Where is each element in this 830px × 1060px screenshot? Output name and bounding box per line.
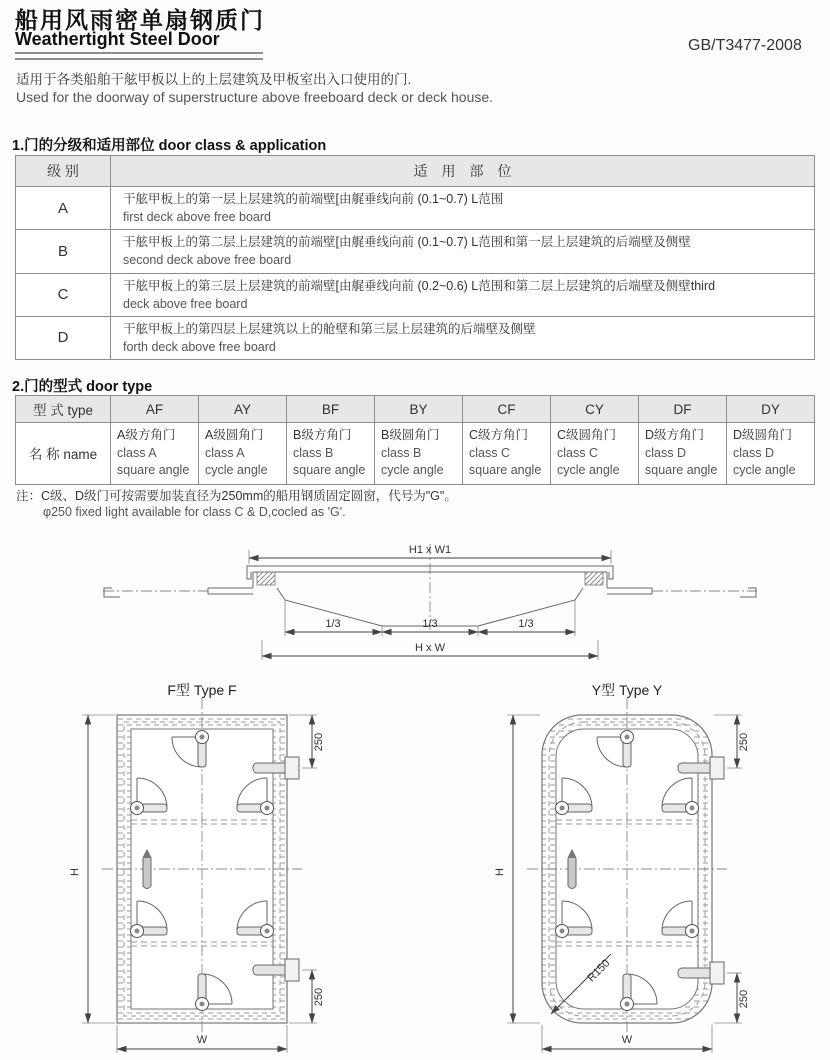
door-f-drawing (69, 682, 325, 1053)
table-row (16, 187, 815, 230)
type-name-zh: D级圆角门 (733, 428, 793, 442)
page-title-en: Weathertight Steel Door (15, 29, 220, 49)
type-code: CF (463, 396, 551, 423)
table-row (16, 230, 815, 273)
class-cell: A (16, 187, 111, 230)
type-name-en1: class B (293, 445, 334, 460)
type-name-en1: class A (117, 445, 157, 460)
type-name-cell (727, 423, 815, 485)
door-type-table (15, 395, 815, 485)
section-dim-h1w1: H1 x W1 (408, 544, 452, 556)
class-cell: D (16, 316, 111, 359)
type-name-cell (639, 423, 727, 485)
door-y-radius-label: R150 (585, 957, 613, 985)
section-dim-third-2: 1/3 (422, 618, 438, 630)
type-name-cell (287, 423, 375, 485)
section-dim-third-1: 1/3 (325, 618, 341, 630)
type-name-cell (375, 423, 463, 485)
application-en: deck above free board (123, 296, 248, 311)
application-zh: 干舷甲板上的第四层上层建筑以上的舱壁和第三层上层建筑的后端壁及侧壁 (123, 321, 536, 336)
type-name-zh: B级圆角门 (381, 428, 440, 442)
type-name-en2: cycle angle (205, 463, 268, 477)
type-code: DY (727, 396, 815, 423)
table-row (16, 273, 815, 316)
type-code: AY (199, 396, 287, 423)
note-line-en: φ250 fixed light available for class C & D,cocled as 'G'. (43, 505, 346, 519)
type-name-en2: cycle angle (557, 463, 620, 477)
type-code: BY (375, 396, 463, 423)
type-code: AF (111, 396, 199, 423)
application-zh: 干舷甲板上的第一层上层建筑的前端壁[由艉垂线向前 (0.1~0.7) L范围 (123, 192, 504, 206)
type-name-en2: cycle angle (733, 463, 796, 477)
door-f-dim-w: W (196, 1034, 208, 1046)
class-cell: B (16, 230, 111, 273)
type-name-cell (551, 423, 639, 485)
section-dim-third-3: 1/3 (518, 618, 534, 630)
door-y-dim-250-top: 250 (738, 732, 750, 752)
type-name-en2: square angle (645, 463, 718, 477)
type-name-en1: class D (645, 445, 686, 460)
type-name-cell (199, 423, 287, 485)
door-y-label: Y型 Type Y (591, 682, 663, 698)
application-column-header: 适 用 部 位 (111, 156, 815, 187)
door-f-dim-250-top: 250 (313, 732, 325, 752)
table-row (16, 316, 815, 359)
type-code: CY (551, 396, 639, 423)
type-name-en1: class D (733, 445, 774, 460)
intro-text-zh: 适用于各类船舶干舷甲板以上的上层建筑及甲板室出入口使用的门. (16, 72, 412, 87)
type-name-en1: class C (469, 445, 510, 460)
table-header-row (16, 156, 815, 187)
type-name-cell (463, 423, 551, 485)
application-cell (111, 230, 815, 273)
type-name-row (16, 423, 815, 485)
type-name-zh: C级方角门 (469, 428, 529, 442)
type-name-en1: class C (557, 445, 598, 460)
application-en: first deck above free board (123, 210, 271, 225)
door-y-dim-w: W (621, 1034, 633, 1046)
type-code-row (16, 396, 815, 423)
section1-heading: 1.门的分级和适用部位 door class & application (12, 138, 327, 154)
door-y-dim-h: H (494, 868, 506, 876)
type-row-header: 型 式 type (16, 396, 111, 423)
page-title-zh: 船用风雨密单扇钢质门 (15, 7, 265, 33)
class-cell: C (16, 273, 111, 316)
application-cell (111, 187, 815, 230)
application-en: second deck above free board (123, 253, 292, 268)
door-f-label: F型 Type F (167, 682, 237, 698)
application-en: forth deck above free board (123, 339, 276, 354)
handle-lever (568, 850, 576, 889)
application-cell (111, 273, 815, 316)
type-name-en2: square angle (117, 463, 190, 477)
type-name-en1: class B (381, 445, 422, 460)
section-dim-hw: H x W (415, 642, 445, 654)
type-code: DF (639, 396, 727, 423)
name-row-header: 名 称 name (16, 423, 111, 485)
type-name-zh: B级方角门 (293, 428, 352, 442)
note-line-zh: 注：C级、D级门可按需要加装直径为250mm的船用钢质固定圆窗，代号为"G"。 (16, 489, 457, 503)
door-y-drawing (494, 682, 750, 1053)
type-name-zh: D级方角门 (645, 428, 705, 442)
handle-lever (143, 850, 151, 889)
type-name-zh: A级方角门 (117, 428, 176, 442)
application-zh: 干舷甲板上的第三层上层建筑的前端壁[由艉垂线向前 (0.2~0.6) L范围和第二层上层建筑的后端壁及侧壁third (123, 278, 716, 293)
door-y-dim-250-bottom: 250 (738, 989, 750, 1009)
door-f-dim-h: H (69, 868, 81, 876)
type-name-en2: cycle angle (381, 463, 444, 477)
type-name-cell (111, 423, 199, 485)
type-code: BF (287, 396, 375, 423)
application-cell (111, 316, 815, 359)
technical-drawings (0, 530, 830, 1060)
section2-heading: 2.门的型式 door type (12, 379, 153, 395)
door-class-table (15, 155, 815, 360)
type-name-en2: square angle (293, 463, 366, 477)
application-zh: 干舷甲板上的第二层上层建筑的前端壁[由艉垂线向前 (0.1~0.7) L范围和第一层上层建筑的后端壁及侧壁 (123, 235, 691, 250)
type-name-en2: square angle (469, 463, 542, 477)
cross-section-drawing (103, 544, 757, 660)
class-column-header: 级 别 (16, 156, 111, 187)
type-name-zh: A级圆角门 (205, 428, 264, 442)
standard-number: GB/T3477-2008 (688, 37, 802, 54)
type-name-en1: class A (205, 445, 245, 460)
title-underline (15, 52, 263, 60)
type-name-zh: C级圆角门 (557, 428, 617, 442)
door-f-dim-250-bottom: 250 (313, 987, 325, 1007)
intro-text-en: Used for the doorway of superstructure above freeboard deck or deck house. (16, 89, 494, 105)
